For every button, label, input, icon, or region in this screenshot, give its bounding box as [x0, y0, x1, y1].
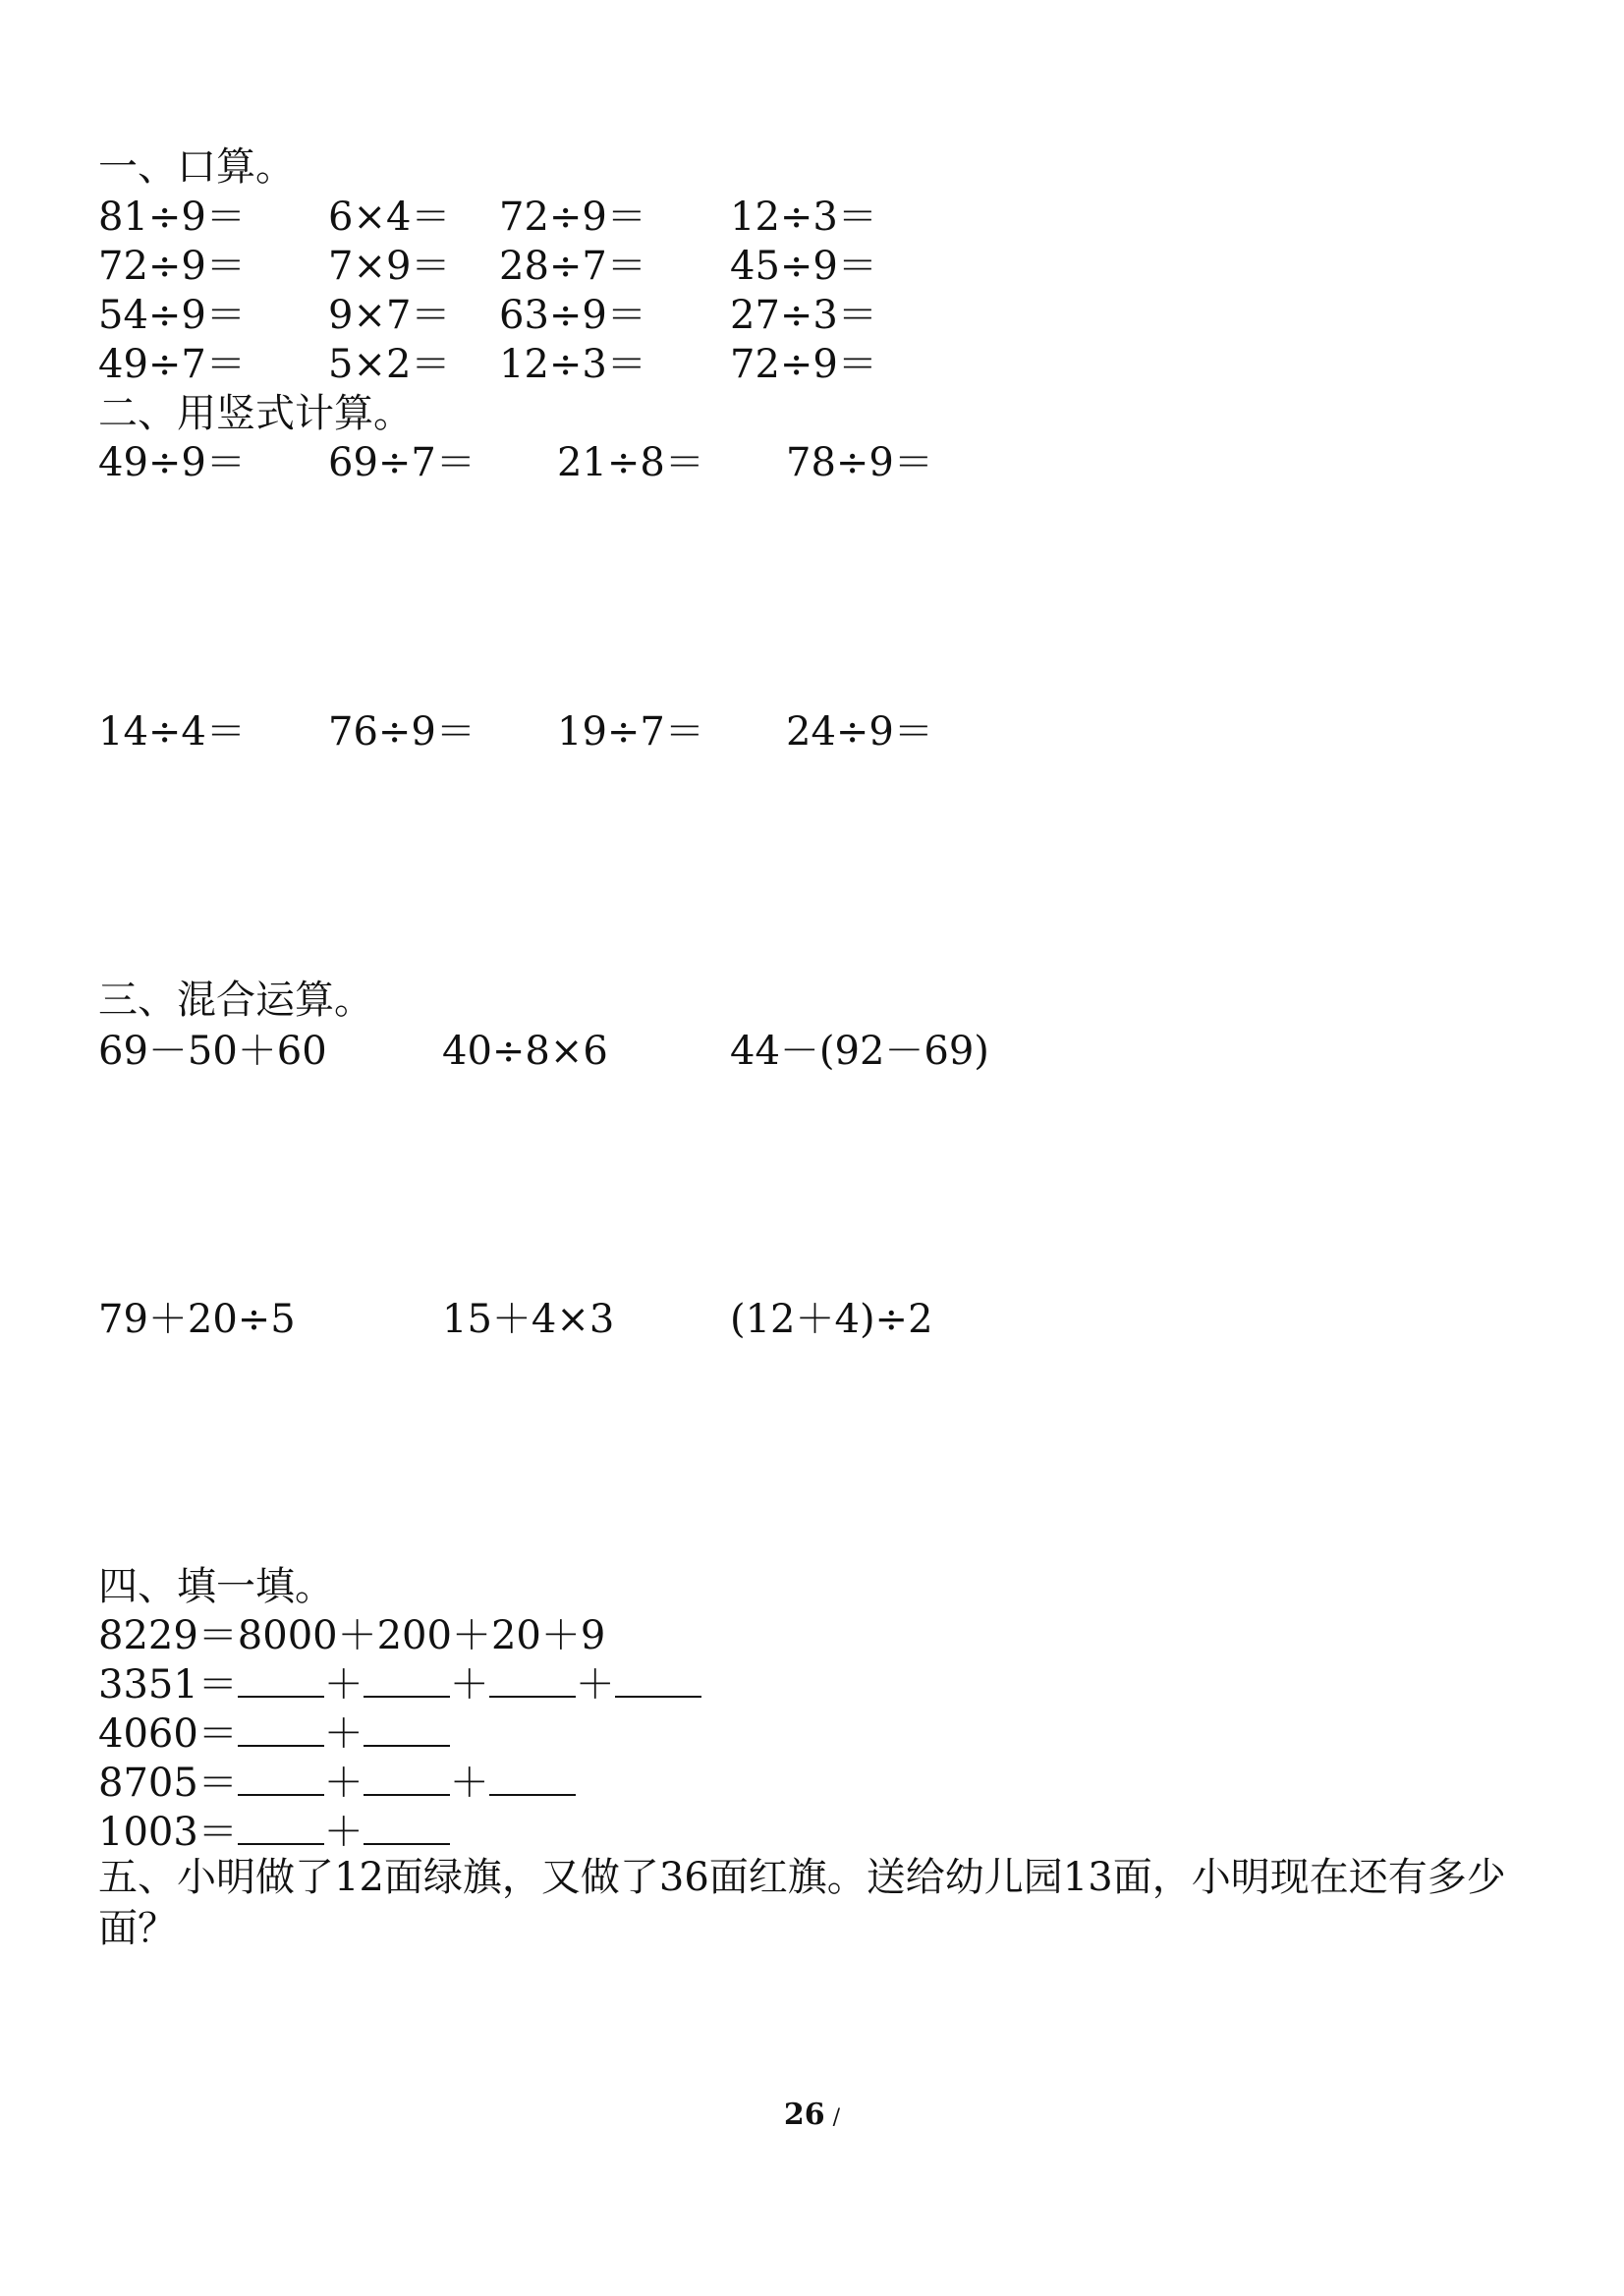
fill-number: 4060＝ [98, 1711, 238, 1757]
oral-problem: 63÷9＝ [499, 293, 646, 338]
mixed-problem: 79＋20÷5 [98, 1297, 296, 1342]
vertical-problem: 14÷4＝ [98, 709, 246, 755]
plus-sign: ＋ [323, 1761, 364, 1806]
fill-item-4 [98, 1808, 450, 1857]
vertical-problem: 78÷9＝ [786, 440, 933, 485]
oral-problem: 9×7＝ [328, 293, 451, 338]
section4-title: 四、填一填。 [98, 1564, 334, 1609]
oral-problem: 27÷3＝ [730, 293, 877, 338]
vertical-problem: 19÷7＝ [557, 709, 704, 755]
answer-blank[interactable] [238, 1660, 324, 1698]
section3-title: 三、混合运算。 [98, 978, 373, 1023]
vertical-problem: 49÷9＝ [98, 440, 246, 485]
oral-problem: 72÷9＝ [98, 244, 246, 289]
plus-sign: ＋ [449, 1662, 489, 1708]
section1-title: 一、口算。 [98, 144, 295, 190]
answer-blank[interactable] [238, 1759, 324, 1796]
page-number-slash: / [832, 2105, 841, 2130]
answer-blank[interactable] [238, 1709, 324, 1747]
mixed-problem: (12＋4)÷2 [730, 1297, 933, 1342]
mixed-problem: 15＋4×3 [442, 1297, 615, 1342]
answer-blank[interactable] [238, 1808, 324, 1845]
oral-problem: 72÷9＝ [730, 342, 877, 387]
vertical-problem: 76÷9＝ [328, 709, 476, 755]
mixed-problem: 44－(92－69) [730, 1029, 989, 1074]
oral-problem: 49÷7＝ [98, 342, 246, 387]
plus-sign: ＋ [575, 1662, 615, 1708]
oral-problem: 12÷3＝ [499, 342, 646, 387]
fill-example: 8229＝8000＋200＋20＋9 [98, 1613, 606, 1658]
oral-problem: 28÷7＝ [499, 244, 646, 289]
oral-problem: 6×4＝ [328, 195, 451, 240]
answer-blank[interactable] [489, 1660, 576, 1698]
word-problem: 五、小明做了12面绿旗，又做了36面红旗。送给幼儿园13面，小明现在还有多少面？ [98, 1855, 1506, 1951]
vertical-problem: 21÷8＝ [557, 440, 704, 485]
fill-item-3 [98, 1759, 576, 1808]
oral-problem: 7×9＝ [328, 244, 451, 289]
mixed-problem: 40÷8×6 [442, 1029, 608, 1074]
answer-blank[interactable] [615, 1660, 701, 1698]
answer-blank[interactable] [364, 1808, 450, 1845]
answer-blank[interactable] [364, 1709, 450, 1747]
fill-item-1 [98, 1660, 701, 1709]
plus-sign: ＋ [323, 1810, 364, 1855]
oral-problem: 5×2＝ [328, 342, 451, 387]
plus-sign: ＋ [323, 1711, 364, 1757]
fill-number: 8705＝ [98, 1761, 238, 1806]
vertical-problem: 24÷9＝ [786, 709, 933, 755]
section2-title: 二、用竖式计算。 [98, 391, 413, 436]
page-number-value: 26 [783, 2098, 825, 2132]
vertical-problem: 69÷7＝ [328, 440, 476, 485]
fill-number: 1003＝ [98, 1810, 238, 1855]
oral-problem: 12÷3＝ [730, 195, 877, 240]
answer-blank[interactable] [364, 1759, 450, 1796]
page-number [0, 2098, 1624, 2132]
oral-problem: 45÷9＝ [730, 244, 877, 289]
fill-item-2 [98, 1709, 450, 1759]
fill-number: 3351＝ [98, 1662, 238, 1708]
answer-blank[interactable] [489, 1759, 576, 1796]
oral-problem: 54÷9＝ [98, 293, 246, 338]
plus-sign: ＋ [449, 1761, 489, 1806]
mixed-problem: 69－50＋60 [98, 1029, 327, 1074]
answer-blank[interactable] [364, 1660, 450, 1698]
oral-problem: 81÷9＝ [98, 195, 246, 240]
plus-sign: ＋ [323, 1662, 364, 1708]
oral-problem: 72÷9＝ [499, 195, 646, 240]
